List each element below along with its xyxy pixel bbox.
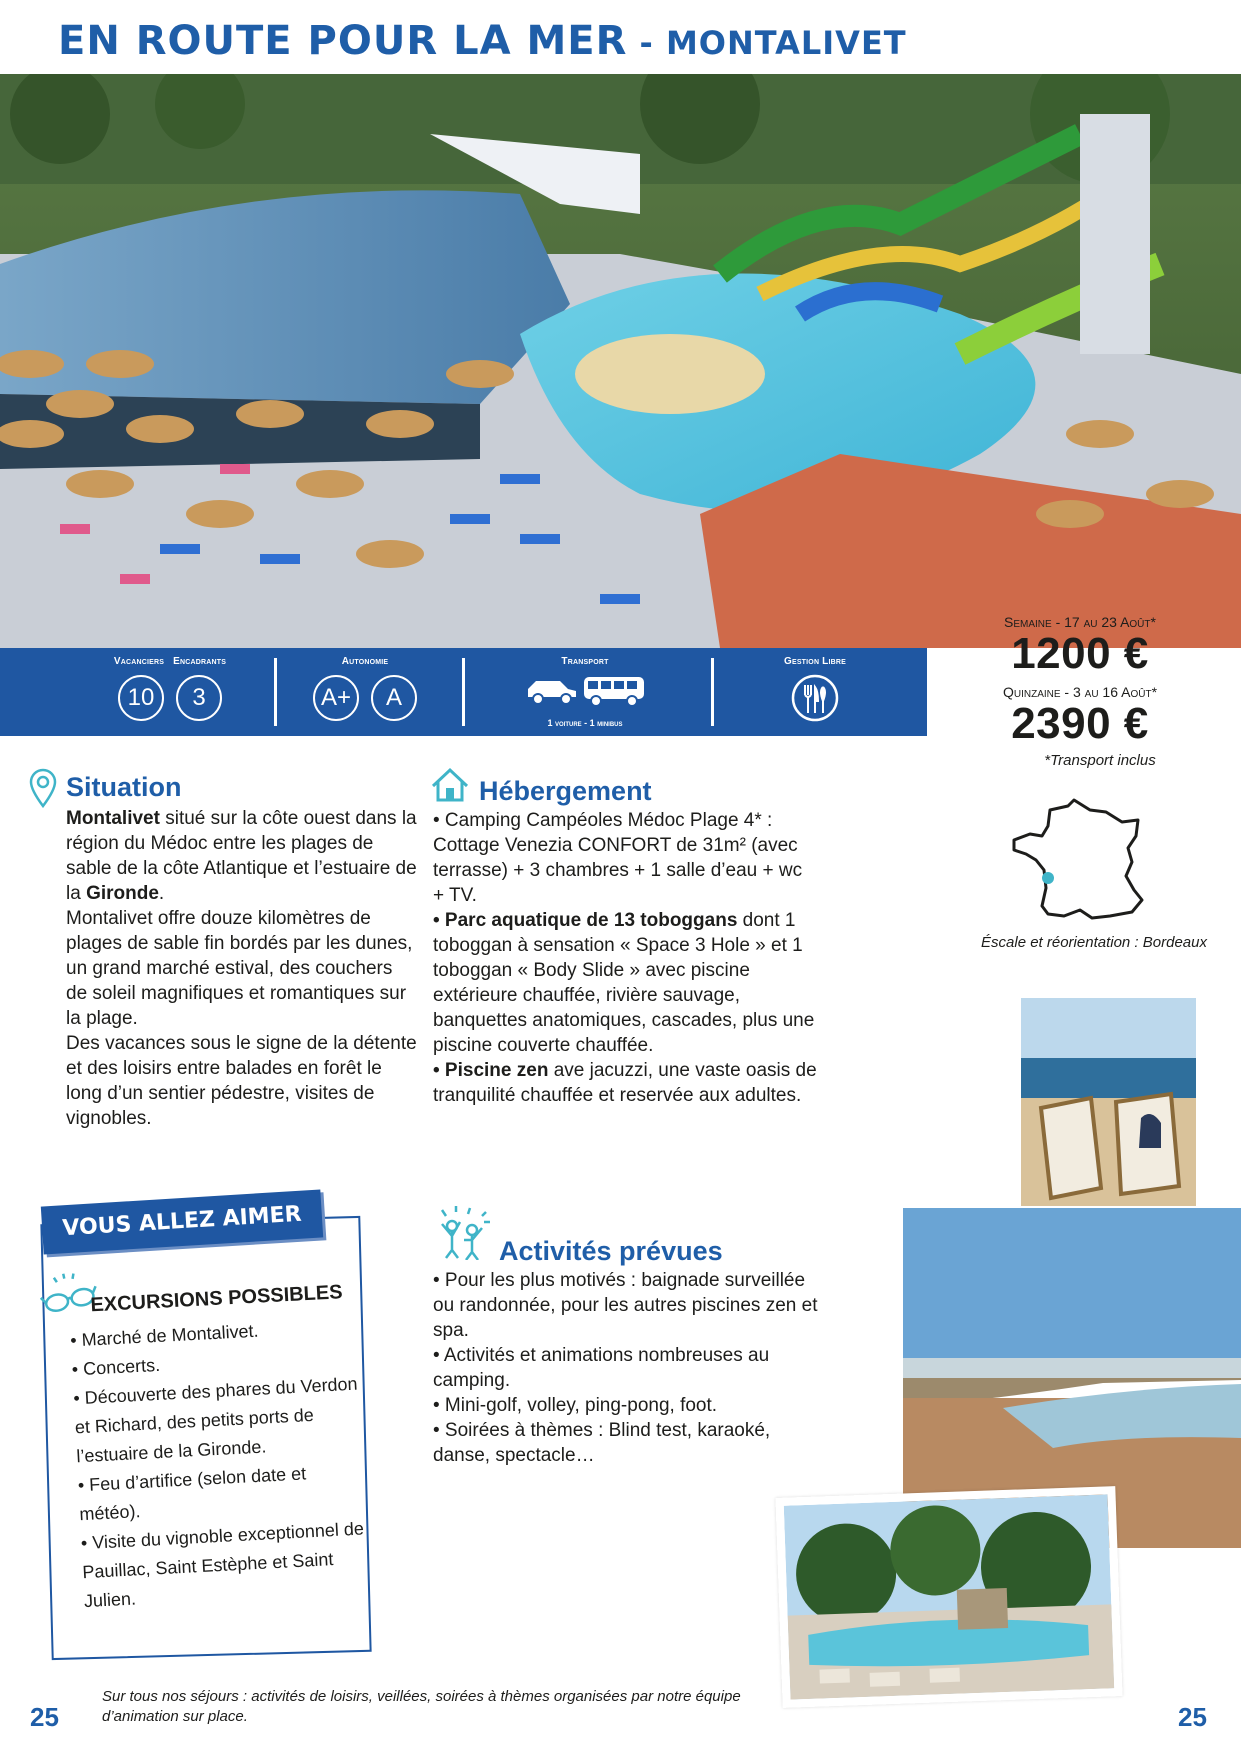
excursion-item: • Marché de Montalivet. xyxy=(69,1320,260,1351)
title-main: EN ROUTE POUR LA MER xyxy=(58,18,628,64)
people-celebrating-icon xyxy=(436,1204,496,1260)
activites-title: Activités prévues xyxy=(499,1236,723,1266)
excursion-item: • Feu d’artifice (selon date et météo). xyxy=(77,1463,307,1525)
activite-item: • Soirées à thèmes : Blind test, karaoké, danse, spectacle… xyxy=(433,1420,771,1466)
hero-photo-aquapark xyxy=(0,74,1241,648)
autonomie-level-1: A+ xyxy=(313,675,359,721)
photo-pool-palms xyxy=(775,1486,1122,1708)
excursions-block xyxy=(60,1280,376,1616)
situation-text: Montalivet situé sur la côte ouest dans la région du Médoc entre les plages de sable de la côte Atlantique et l’estuaire de la Gironde. Montalivet offre douze kilomètres de plages de sable fin bordés par les dunes, un grand marché estival, des couchers de soleil magnifiques et romantiques sur la plage. Des vacances sous le signe de la détente et des loisirs entre balades en forêt le long d’un sentier pédestre, visites de vignobles. xyxy=(66,808,417,1129)
encadrants-count: 3 xyxy=(176,675,222,721)
activite-item: • Mini-golf, volley, ping-pong, foot. xyxy=(433,1395,718,1416)
info-divider xyxy=(711,658,714,726)
footer-note: Sur tous nos séjours : activités de loisirs, veillées, soirées à thèmes organisées par notre équipe d’animation sur place. xyxy=(102,1688,741,1725)
cutlery-plate-icon xyxy=(790,673,840,723)
transport-note: *Transport inclus xyxy=(1044,752,1156,769)
gestion-column xyxy=(740,648,890,736)
page-number-left: 25 xyxy=(30,1702,59,1732)
transport-column xyxy=(485,648,685,736)
aimer-banner: VOUS ALLEZ AIMER xyxy=(41,1189,323,1254)
activite-item: • Pour les plus motivés : baignade surveillée ou randonnée, pour les autres piscines zen et spa. xyxy=(433,1270,818,1341)
excursion-item: • Visite du vignoble exceptionnel de Pauillac, Saint Estèphe et Saint Julien. xyxy=(80,1518,365,1612)
hebergement-item-3: • Piscine zen ave jacuzzi, une vaste oasis de tranquilité chauffée et reservée aux adultes. xyxy=(433,1060,817,1106)
price-box xyxy=(930,614,1230,769)
info-bar xyxy=(0,648,927,736)
activite-item: • Activités et animations nombreuses au camping. xyxy=(433,1345,770,1391)
autonomie-column xyxy=(290,648,440,736)
house-icon xyxy=(430,766,470,804)
activites-text xyxy=(433,1268,818,1468)
encadrants-label: Encadrants xyxy=(173,656,227,667)
escale-text: Éscale et réorientation : Bordeaux xyxy=(981,934,1207,951)
info-divider xyxy=(274,658,277,726)
situation-place: Montalivet xyxy=(66,808,160,829)
transport-detail: 1 voiture - 1 minibus xyxy=(547,718,623,728)
page-title xyxy=(58,18,907,64)
situation-title: Situation xyxy=(66,772,182,802)
semaine-label: Semaine - 17 au 23 Août* xyxy=(1004,614,1156,630)
excursions-title: EXCURSIONS POSSIBLES xyxy=(89,1281,344,1317)
vacanciers-label: Vacanciers xyxy=(113,656,165,667)
vacanciers-count: 10 xyxy=(118,675,164,721)
hebergement-item-2: • Parc aquatique de 13 toboggans dont 1 toboggan à sensation « Space 3 Hole » et 1 toboggan « Body Slide » avec piscine extérieure chauffée, rivière sauvage, banquettes anatomiques, cascades, plus une piscine couverte chauffée. xyxy=(433,910,815,1056)
gestion-label: Gestion Libre xyxy=(783,656,847,667)
autonomie-label: Autonomie xyxy=(341,656,389,667)
excursion-item: • Concerts. xyxy=(71,1354,161,1380)
hebergement-title: Hébergement xyxy=(479,776,652,806)
page-number-right: 25 xyxy=(1178,1702,1207,1732)
excursion-item: • Découverte des phares du Verdon et Richard, des petits ports de l’estuaire de la Gironde. xyxy=(72,1373,359,1467)
photo-beach-chairs xyxy=(1021,998,1196,1206)
hebergement-item-1: • Camping Campéoles Médoc Plage 4* : Cottage Venezia CONFORT de 31m² (avec terrasse) + 3 chambres + 1 salle d’eau + wc + TV. xyxy=(433,810,803,906)
title-dash: - xyxy=(627,24,666,62)
quinzaine-label: Quinzaine - 3 au 16 Août* xyxy=(1002,684,1158,700)
semaine-price: 1200 € xyxy=(1011,629,1149,678)
info-divider xyxy=(462,658,465,726)
transport-label: Transport xyxy=(561,656,609,667)
participants-column xyxy=(86,648,254,736)
car-minibus-icon xyxy=(520,671,650,711)
autonomie-level-2: A xyxy=(371,675,417,721)
situation-paragraph-3: Des vacances sous le signe de la détente et des loisirs entre balades en forêt le long d’un sentier pédestre, visites de vignobles. xyxy=(66,1033,417,1129)
france-map xyxy=(1010,798,1148,928)
quinzaine-price: 2390 € xyxy=(1011,699,1149,748)
hebergement-text xyxy=(433,808,818,1108)
location-pin-icon xyxy=(28,768,58,808)
title-place: MONTALIVET xyxy=(665,24,907,62)
situation-paragraph-2: Montalivet offre douze kilomètres de plages de sable fin bordés par les dunes, un grand marché estival, des couchers de soleil magnifiques et romantiques sur la plage. xyxy=(66,908,413,1029)
